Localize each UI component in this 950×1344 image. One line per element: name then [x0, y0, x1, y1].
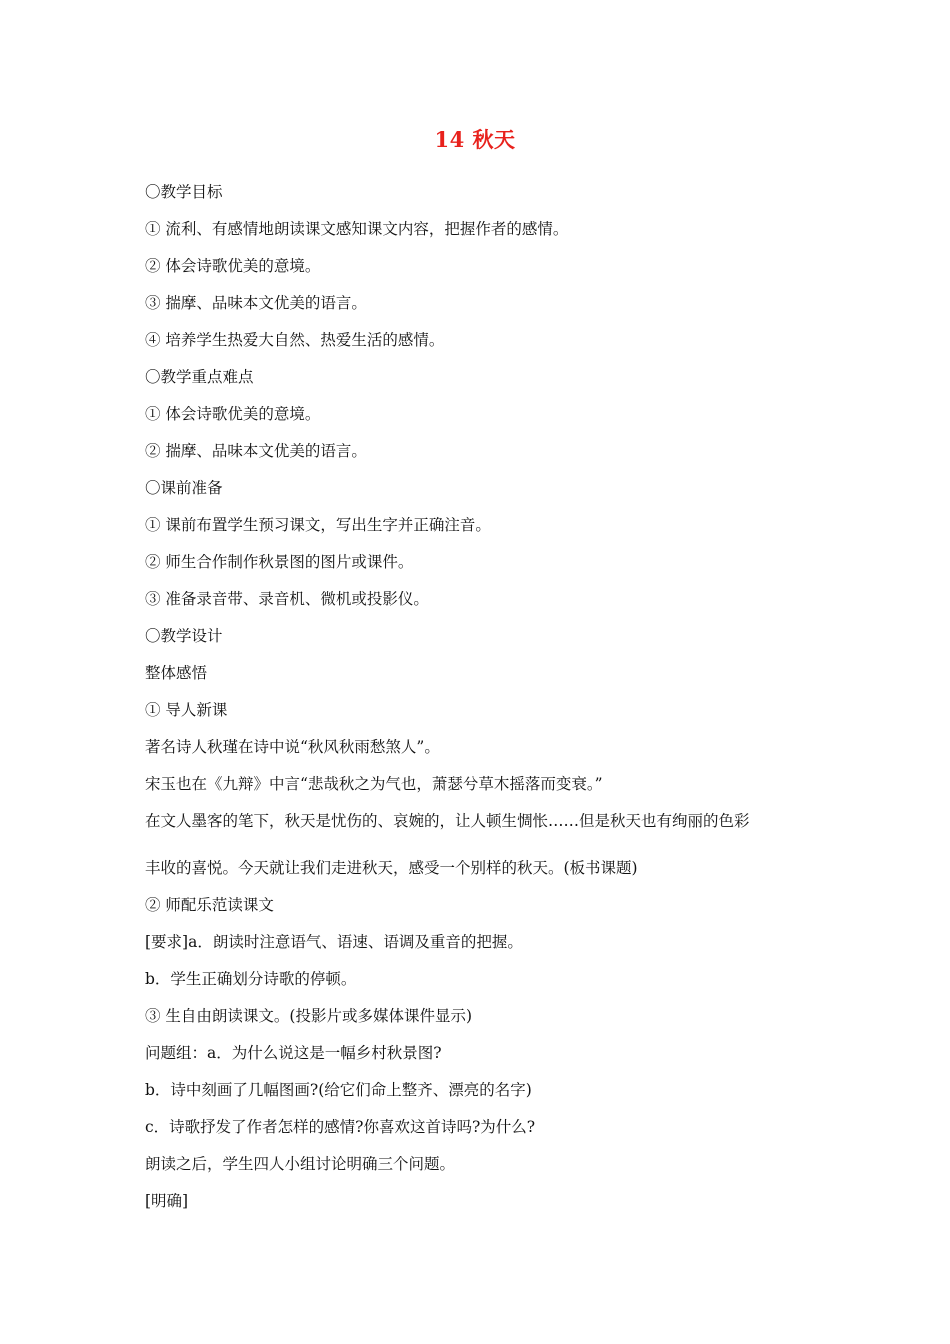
preparation-item: ③ 准备录音带、录音机、微机或投影仪。 — [145, 590, 429, 608]
paragraph-line: 在文人墨客的笔下，秋天是忧伤的、哀婉的，让人顿生惆怅……但是秋天也有绚丽的色彩 — [145, 812, 750, 830]
paragraph-line: 朗读之后，学生四人小组讨论明确三个问题。 — [145, 1155, 456, 1173]
key-point-item: ② 揣摩、品味本文优美的语言。 — [145, 442, 367, 460]
requirement-line: b．学生正确划分诗歌的停顿。 — [145, 970, 357, 988]
question-line: b．诗中刻画了几幅图画?(给它们命上整齐、漂亮的名字) — [145, 1081, 532, 1099]
section-heading-preparation: 〇课前准备 — [145, 479, 223, 497]
design-step: ② 师配乐范读课文 — [145, 896, 274, 914]
key-point-item: ① 体会诗歌优美的意境。 — [145, 405, 321, 423]
section-heading-objectives: 〇教学目标 — [145, 183, 223, 201]
document-body — [145, 174, 825, 1220]
section-heading-design: 〇教学设计 — [145, 627, 223, 645]
paragraph-line: 著名诗人秋瑾在诗中说“秋风秋雨愁煞人”。 — [145, 738, 440, 756]
paragraph-line: 宋玉也在《九辩》中言“悲哉秋之为气也，萧瑟兮草木摇落而变衰。” — [145, 775, 603, 793]
objective-item: ④ 培养学生热爱大自然、热爱生活的感情。 — [145, 331, 445, 349]
design-step: ① 导人新课 — [145, 701, 228, 719]
design-step: ③ 生自由朗读课文。(投影片或多媒体课件显示) — [145, 1007, 473, 1025]
paragraph-line: 丰收的喜悦。今天就让我们走进秋天，感受一个别样的秋天。(板书课题) — [145, 859, 638, 877]
requirement-line: [要求]a．朗读时注意语气、语速、语调及重音的把握。 — [145, 933, 523, 951]
clarify-label: [明确] — [145, 1192, 189, 1210]
question-line: c．诗歌抒发了作者怎样的感情?你喜欢这首诗吗?为什么? — [145, 1118, 536, 1136]
document-title: 14 秋天 — [434, 127, 516, 152]
objective-item: ① 流利、有感情地朗读课文感知课文内容，把握作者的感情。 — [145, 220, 569, 238]
objective-item: ② 体会诗歌优美的意境。 — [145, 257, 321, 275]
section-heading-key-points: 〇教学重点难点 — [145, 368, 254, 386]
subheading-overall: 整体感悟 — [145, 664, 208, 682]
preparation-item: ① 课前布置学生预习课文，写出生字并正确注音。 — [145, 516, 491, 534]
question-line: 问题组：a．为什么说这是一幅乡村秋景图? — [145, 1044, 442, 1062]
objective-item: ③ 揣摩、品味本文优美的语言。 — [145, 294, 367, 312]
preparation-item: ② 师生合作制作秋景图的图片或课件。 — [145, 553, 414, 571]
